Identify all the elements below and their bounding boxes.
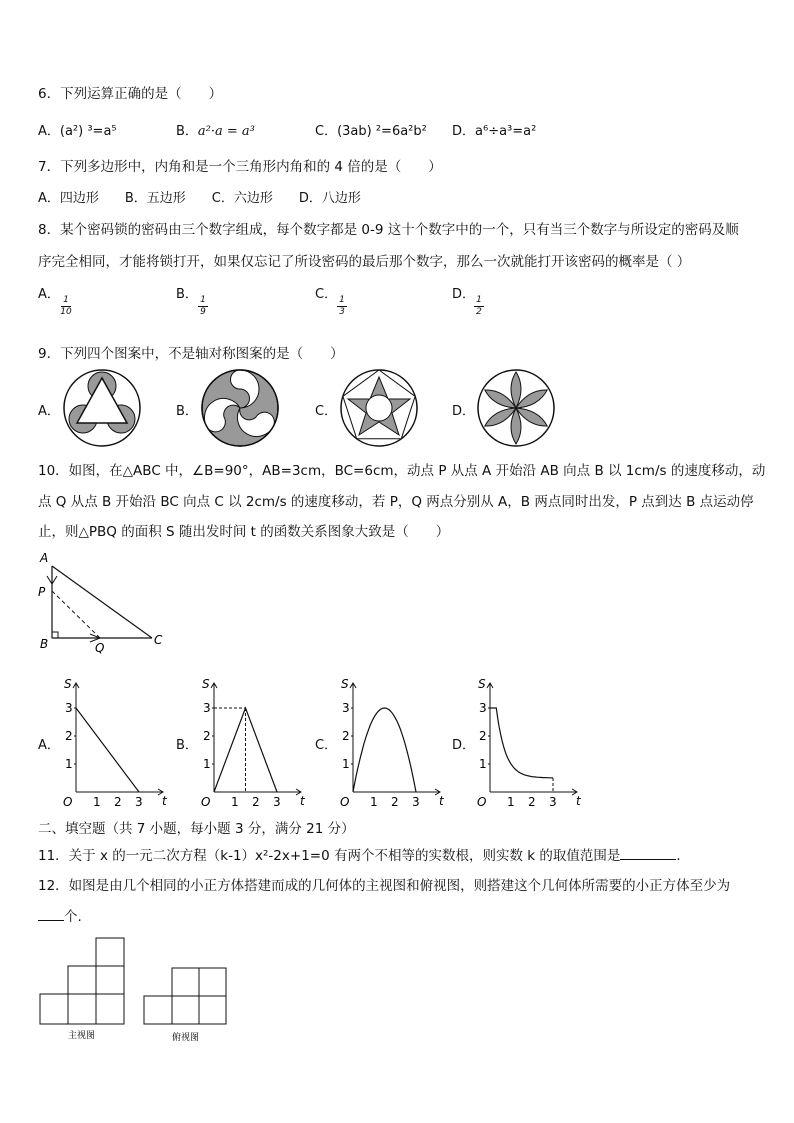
y-tick-label-2: 2 <box>342 729 350 743</box>
y-axis-label: S <box>341 677 349 691</box>
x-tick-label-1: 1 <box>370 795 378 806</box>
q8-a-denominator: 10 <box>60 307 72 317</box>
x-tick-label-3: 3 <box>549 795 557 806</box>
q8-d-numerator: 1 <box>476 295 482 305</box>
y-tick-label-2: 2 <box>65 729 73 743</box>
q8-option-b-fraction <box>196 295 210 318</box>
q12-line2 <box>38 905 82 925</box>
x-tick-label-1: 1 <box>231 795 239 806</box>
q6-option-c: C．(3ab) ²=6a²b² <box>315 124 427 139</box>
tri-label-c: C <box>154 633 163 647</box>
x-tick-label-2: 2 <box>528 795 536 806</box>
q10-triangle-figure <box>30 548 170 658</box>
q8-b-numerator: 1 <box>200 295 206 305</box>
y-axis-label: S <box>64 677 72 691</box>
q12-line1: 12．如图是由几个相同的小正方体搭建而成的几何体的主视图和俯视图，则搭建这个几何体所需要的小正方体至少为 <box>38 878 731 894</box>
tri-label-q: Q <box>95 641 105 655</box>
section2-title: 二、填空题（共 7 小题，每小题 3 分，满分 21 分） <box>38 821 355 837</box>
q9-label-a: A． <box>38 404 60 419</box>
q6-option-a: A．(a²) ³=a⁵ <box>38 124 117 139</box>
q12-top-label: 俯视图 <box>172 1033 200 1043</box>
origin-label: O <box>63 795 73 806</box>
origin-label: O <box>201 795 211 806</box>
y-tick-label-3: 3 <box>203 701 211 715</box>
q10-graph-label-c: C． <box>315 738 338 753</box>
q8-line1: 8．某个密码锁的密码由三个数字组成，每个数字都是 0-9 这十个数字中的一个，只有当三个数字与所设定的密码及顺 <box>38 222 739 238</box>
x-tick-label-2: 2 <box>252 795 260 806</box>
q10-line1: 10．如图，在△ABC 中，∠B=90°，AB=3cm，BC=6cm，动点 P 从点 A 开始沿 AB 向点 B 以 1cm/s 的速度移动，动 <box>38 463 766 479</box>
q8-option-a-fraction <box>59 295 73 318</box>
q12-line2-end: 个. <box>64 909 82 925</box>
q10-graph-c <box>335 674 445 806</box>
y-axis-label: S <box>478 677 486 691</box>
y-tick-label-1: 1 <box>342 757 350 771</box>
q9-label-d: D． <box>452 404 476 419</box>
tri-label-b: B <box>40 637 49 651</box>
q9-stem: 9．下列四个图案中，不是轴对称图案的是（ ） <box>38 346 344 362</box>
y-axis-label: S <box>202 677 210 691</box>
q10-graph-label-b: B． <box>176 738 198 753</box>
tri-label-a: A <box>40 551 49 565</box>
q12-front-label: 主视图 <box>68 1031 96 1041</box>
q11-text <box>38 844 690 864</box>
q9-label-c: C． <box>315 404 338 419</box>
q9-pattern-c <box>339 368 419 448</box>
q12-top-view <box>142 966 262 1046</box>
q8-a-numerator: 1 <box>63 295 69 305</box>
q11-end: ． <box>676 848 690 864</box>
q9-pattern-d <box>476 368 556 448</box>
q11-answer-blank[interactable] <box>620 859 676 860</box>
q8-option-c-label: C． <box>315 287 338 302</box>
y-tick-label-1: 1 <box>65 757 73 771</box>
y-tick-label-3: 3 <box>479 701 487 715</box>
q8-line2: 序完全相同，才能将锁打开，如果仅忘记了所设密码的最后那个数字，那么一次就能打开该密码的概率是（ ） <box>38 254 691 270</box>
q11-stem: 11．关于 x 的一元二次方程（k-1）x²-2x+1=0 有两个不相等的实数根，则实数 k 的取值范围是 <box>38 848 621 864</box>
q6-option-d: D．a⁶÷a³=a² <box>452 124 537 139</box>
q9-pattern-b <box>200 368 280 448</box>
q10-line2: 点 Q 从点 B 开始沿 BC 向点 C 以 2cm/s 的速度移动，若 P，Q 两点分别从 A，B 两点同时出发，P 点到达 B 点运动停 <box>38 494 754 510</box>
x-axis-label: t <box>162 794 167 806</box>
q6-option-b <box>176 120 255 139</box>
graph-curve-c <box>353 708 416 792</box>
x-tick-label-3: 3 <box>273 795 281 806</box>
q10-graph-a <box>58 674 168 806</box>
x-axis-label: t <box>439 794 444 806</box>
y-tick-label-3: 3 <box>342 701 350 715</box>
y-tick-label-2: 2 <box>203 729 211 743</box>
y-tick-label-1: 1 <box>479 757 487 771</box>
tri-label-p: P <box>38 585 46 599</box>
q9-label-b: B． <box>176 404 198 419</box>
q10-line3: 止，则△PBQ 的面积 S 随出发时间 t 的函数关系图象大致是（ ） <box>38 524 450 540</box>
x-tick-label-3: 3 <box>135 795 143 806</box>
q8-c-denominator: 3 <box>339 307 345 317</box>
q12-answer-blank[interactable] <box>38 920 64 921</box>
y-tick-label-3: 3 <box>65 701 73 715</box>
origin-label: O <box>340 795 350 806</box>
q8-option-d-fraction <box>472 295 486 318</box>
x-axis-label: t <box>300 794 305 806</box>
graph-curve-a <box>76 708 139 792</box>
q6-option-b-label: B． <box>176 124 198 139</box>
y-tick-label-2: 2 <box>479 729 487 743</box>
x-tick-label-1: 1 <box>93 795 101 806</box>
x-axis-label: t <box>576 794 581 806</box>
q8-option-c-fraction <box>335 295 349 318</box>
q9-pattern-a <box>62 368 142 448</box>
q10-graph-label-a: A． <box>38 738 60 753</box>
q10-graph-d <box>472 674 582 806</box>
x-tick-label-3: 3 <box>412 795 420 806</box>
q10-graph-label-d: D． <box>452 738 476 753</box>
graph-curve-d <box>490 708 553 778</box>
y-tick-label-1: 1 <box>203 757 211 771</box>
q6-stem: 6．下列运算正确的是（ ） <box>38 86 223 102</box>
x-tick-label-2: 2 <box>114 795 122 806</box>
q8-d-denominator: 2 <box>476 307 482 317</box>
q8-option-b-label: B． <box>176 287 198 302</box>
q8-option-d-label: D． <box>452 287 476 302</box>
q8-b-denominator: 9 <box>200 307 206 317</box>
q10-graph-b <box>196 674 306 806</box>
q8-option-a-label: A． <box>38 287 60 302</box>
x-tick-label-1: 1 <box>507 795 515 806</box>
origin-label: O <box>477 795 487 806</box>
q7-options: A．四边形 B．五边形 C．六边形 D．八边形 <box>38 191 361 206</box>
x-tick-label-2: 2 <box>391 795 399 806</box>
q8-c-numerator: 1 <box>339 295 345 305</box>
q6-option-b-expr: a²·a = a³ <box>197 124 255 139</box>
q7-stem: 7．下列多边形中，内角和是一个三角形内角和的 4 倍的是（ ） <box>38 159 442 175</box>
